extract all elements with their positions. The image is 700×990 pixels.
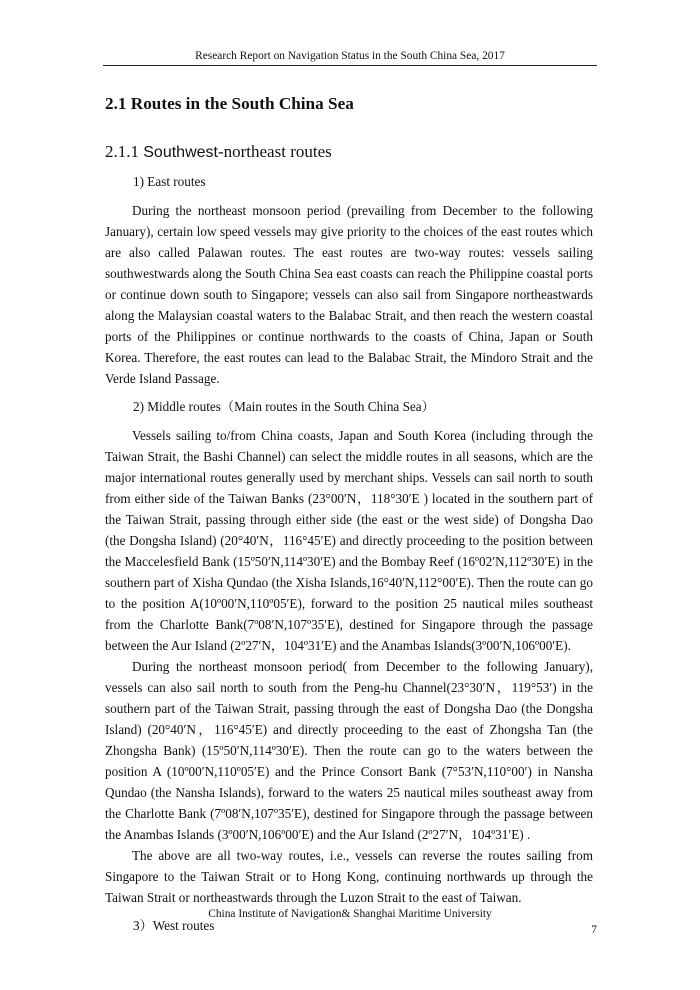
section-title: 2.1 Routes in the South China Sea (105, 94, 354, 113)
east-routes-paragraph: During the northeast monsoon period (prevailing from December to the following January), certain low speed vessels may give priority to the choices of the east routes which are also called Palawan routes. The east routes are two-way routes: vessels sailing southwestwards along the South China Sea east coasts can reach the Philippine coastal ports or continue down south to Singapore; vessels can also sail from Singapore northeastwards along the Malaysian coastal waters to the Balabac Strait, and then reach the western coastal ports of the Philippines or continue northwards to the coasts of China, Japan or South Korea. Therefore, the east routes can lead to the Balabac Strait, the Mindoro Strait and the Verde Island Passage. (105, 203, 593, 386)
subsection-number: 2.1.1 (105, 142, 139, 161)
running-header: Research Report on Navigation Status in the South China Sea, 2017 (103, 49, 597, 66)
subsection-title-main: Southwest (143, 144, 218, 161)
middle-routes-heading: 2) Middle routes（Main routes in the South China Sea） (133, 399, 435, 414)
page-footer: China Institute of Navigation& Shanghai Maritime University (208, 908, 492, 920)
east-routes-heading: 1) East routes (133, 174, 206, 189)
page-body (105, 92, 593, 937)
middle-routes-paragraph-3: The above are all two-way routes, i.e., vessels can reverse the routes sailing from Singapore to the Taiwan Strait or to Hong Kong, continuing northwards up through the Taiwan Strait or northeastwards through the Luzon Strait to the east of Taiwan. (105, 848, 593, 905)
west-routes-heading: 3）West routes (133, 918, 215, 933)
middle-routes-paragraph-2: During the northeast monsoon period( from December to the following January), vessels can also sail north to south from the Peng-hu Channel(23°30′N，119°53′) in the southern part of the Taiwan Strait, passing through the east of Dongsha Dao (the Dongsha Island) (20°40′N，116°45′E) and directly proceeding to the east of Zhongsha Tan (the Zhongsha Bank) (15º50′N,114º30′E). Then the route can go to the waters between the position A (10º00′N,110º05′E) and the Prince Consort Bank (7°53′N,110°00′) in Nansha Qundao (the Nansha Islands), forward to the waters 25 nautical miles southeast away from the Charlotte Bank (7º08′N,107º35′E), destined for Singapore through the passage between the Anambas Islands (3º00′N,106º00′E) and the Aur Island (2º27′N，104º31′E) . (105, 659, 593, 842)
middle-routes-paragraph-1: Vessels sailing to/from China coasts, Japan and South Korea (including through the Taiwan Strait, the Bashi Channel) can select the middle routes in all seasons, which are the major international routes generally used by merchant ships. Vessels can sail north to south from either side of the Taiwan Banks (23°00′N，118°30′E ) located in the southern part of the Taiwan Strait, passing through either side (the east or the west side) of Dongsha Dao (the Dongsha Island) (20°40′N，116°45′E) and directly proceeding to the position between the Maccelesfield Bank (15º50′N,114º30′E) and the Bombay Reef (16º02′N,112º30′E) in the southern part of Xisha Qundao (the Xisha Islands,16°40′N,112°00′E). Then the route can go to the position A(10º00′N,110º05′E), forward to the position 25 nautical miles southeast from the Charlotte Bank(7º08′N,107º35′E), destined for Singapore through the passage between the Aur Island (2º27′N，104º31′E) and the Anambas Islands(3º00′N,106º00′E). (105, 428, 593, 653)
subsection-title (105, 141, 593, 164)
page-number: 7 (591, 924, 597, 936)
subsection-title-rest: -northeast routes (217, 142, 332, 161)
